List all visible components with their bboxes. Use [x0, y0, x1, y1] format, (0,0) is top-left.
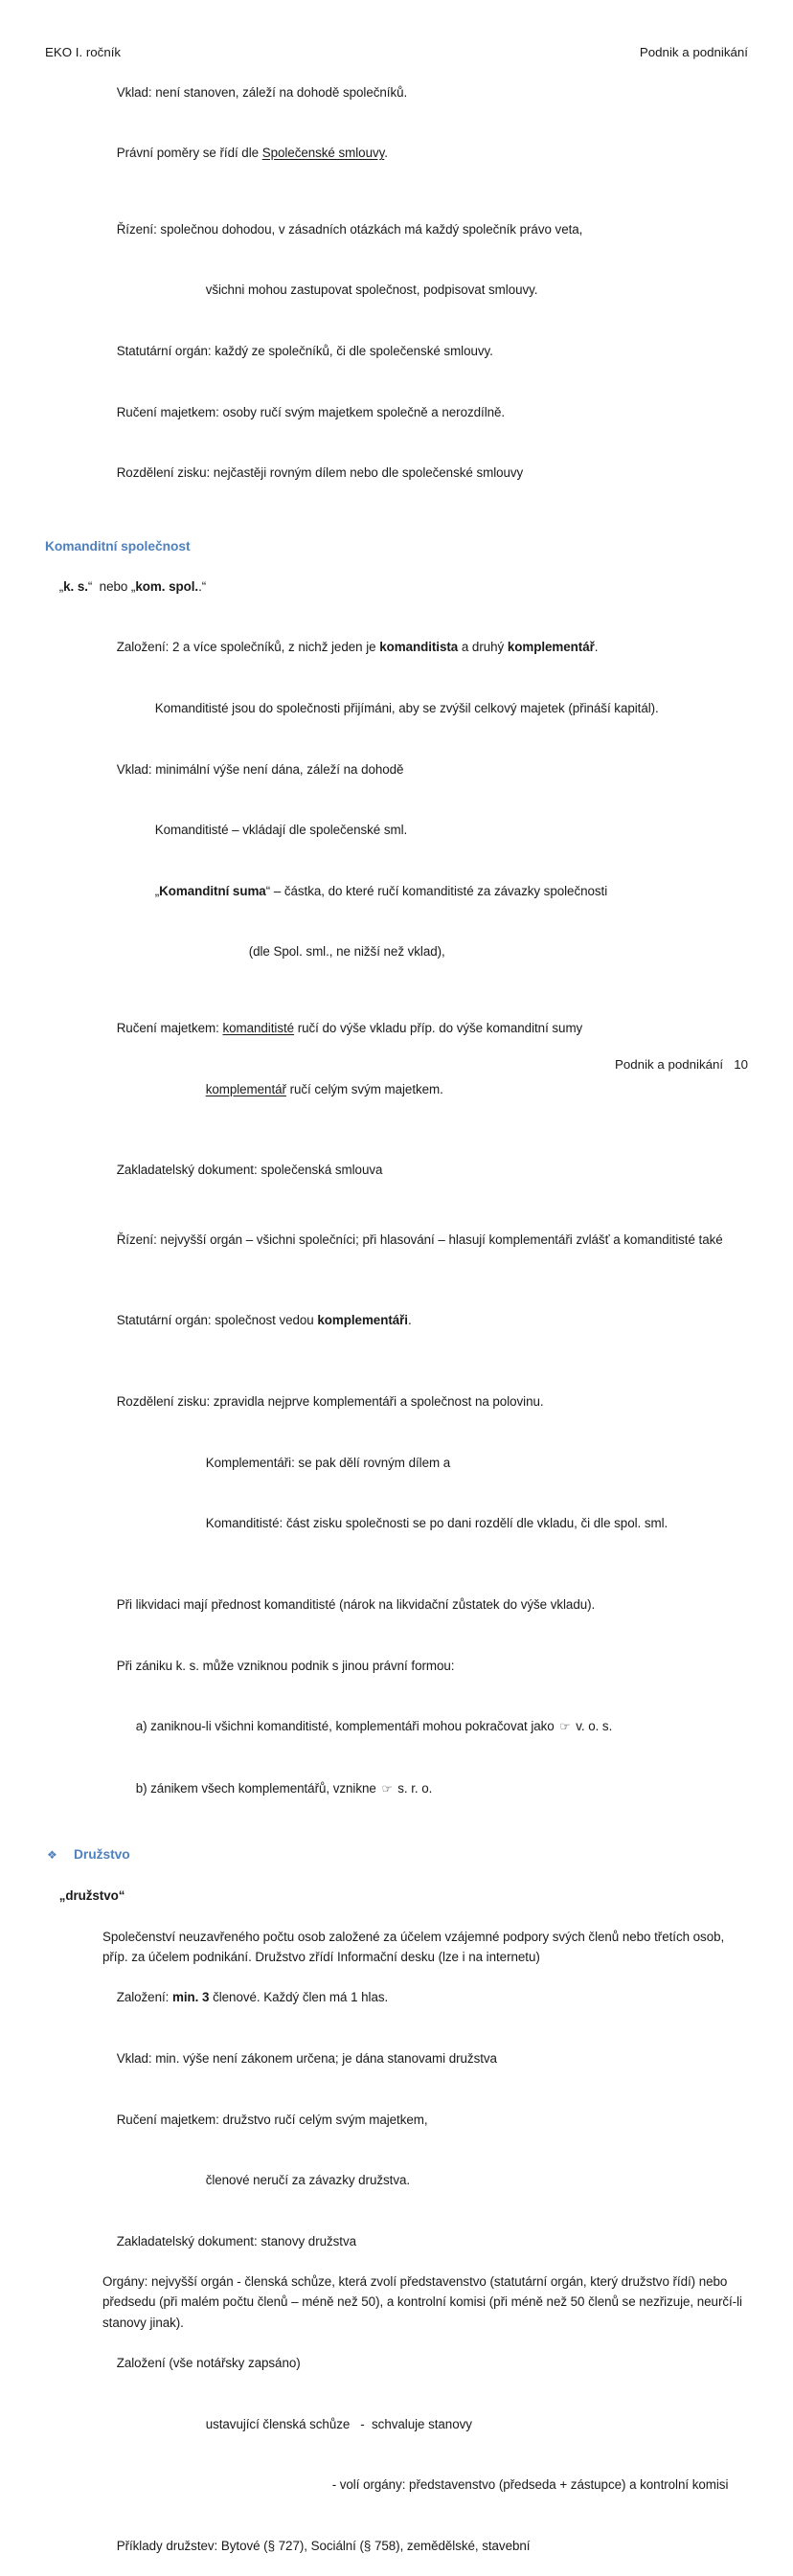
druzstvo-zalozeni-notar-text: Založení (vše notářsky zapsáno)	[116, 2356, 301, 2371]
quote-close: .“	[198, 578, 207, 594]
druzstvo-zalozeni-minimum: min. 3	[172, 1990, 210, 2005]
vos-pravni-pomery-suffix: .	[384, 146, 388, 161]
ks-likvidace-text: Při likvidaci mají přednost komanditisté (nárok na likvidační zůstatek do výše vkladu).	[116, 1596, 596, 1612]
page-footer	[600, 1043, 748, 1086]
ks-ruceni-komplementar-underlined: komplementář	[205, 1081, 286, 1096]
ks-ruceni-suffix: ručí do výše vkladu příp. do výše komanditní sumy	[294, 1021, 583, 1036]
spacer	[45, 983, 748, 998]
vos-ruceni-line	[102, 381, 748, 442]
ks-zalozeni-text-2: Komanditisté jsou do společnosti přijímáni, aby se zvýšil celkový majetek (přináší kapitál).	[154, 700, 659, 715]
spacer	[45, 1119, 748, 1140]
druzstvo-zalozeni-prefix: Založení:	[116, 1990, 172, 2005]
ks-rozdeleni-zisku-line-3	[192, 1493, 748, 1554]
ks-zalozeni-line-2	[141, 678, 748, 739]
druzstvo-priklady-text: Příklady družstev: Bytové (§ 727), Sociální (§ 758), zemědělské, stavební	[116, 2538, 531, 2553]
druzstvo-organy-paragraph	[102, 2271, 748, 2333]
ks-vklad-text: Vklad: minimální výše není dána, záleží na dohodě	[116, 761, 404, 777]
ks-zanik-option-b-prefix: b) zánikem všech komplementářů, vznikne	[135, 1780, 380, 1796]
ks-zanik-option-a-suffix: v. o. s.	[572, 1719, 613, 1734]
quote-open: „	[154, 883, 160, 898]
druzstvo-ustavujici-schuze-text: ustavující členská schůze - schvaluje stanovy	[205, 2416, 472, 2431]
ks-likvidace-line	[102, 1574, 748, 1636]
ks-rozdeleni-zisku-text-2: Komplementáři: se pak dělí rovným dílem a	[205, 1455, 451, 1470]
ks-zakladatelsky-dokument-text: Zakladatelský dokument: společenská smlouva	[116, 1163, 383, 1178]
ks-statutarni-organ-term: komplementáři	[317, 1313, 408, 1328]
druzstvo-voli-organy-text: - volí orgány: představenstvo (předseda + zástupce) a kontrolní komisi	[331, 2477, 729, 2493]
ks-ruceni-suffix-2: ručí celým svým majetkem.	[285, 1081, 443, 1096]
ks-zanik-line	[102, 1635, 748, 1696]
section-heading-label: Družstvo	[74, 1847, 130, 1863]
ks-term-komanditista: komanditista	[379, 640, 459, 655]
vos-statutarni-organ-line	[102, 321, 748, 382]
spacer	[45, 1201, 748, 1209]
vos-pravni-pomery-line	[102, 123, 748, 184]
vos-statutarni-organ-text: Statutární orgán: každý ze společníků, či dle společenské smlouvy.	[116, 343, 493, 358]
ks-zanik-option-a-prefix: a) zaniknou-li všichni komanditisté, komplementáři mohou pokračovat jako	[135, 1719, 558, 1734]
vos-rizeni-text-2: všichni mohou zastupovat společnost, podpisovat smlouvy.	[205, 282, 538, 298]
druzstvo-ruceni-text-2: členové neručí za závazky družstva.	[205, 2173, 411, 2188]
druzstvo-definition-paragraph	[102, 1927, 746, 1967]
druzstvo-abbrev-text: „družstvo“	[58, 1888, 125, 1904]
vos-rozdeleni-zisku-text: Rozdělení zisku: nejčastěji rovným dílem nebo dle společenské smlouvy	[116, 465, 524, 481]
spacer	[45, 184, 748, 199]
ks-term-komanditni-suma: Komanditní suma	[159, 883, 266, 898]
spacer	[45, 1554, 748, 1574]
spacer	[45, 504, 748, 536]
ks-komanditni-suma-line-2	[235, 921, 748, 983]
diamond-bullet-icon: ❖	[47, 1848, 57, 1863]
druzstvo-zalozeni-line	[102, 1967, 748, 2028]
ks-statutarni-organ-prefix: Statutární orgán: společnost vedou	[116, 1313, 318, 1328]
druzstvo-zalozeni-notar-line	[102, 2333, 748, 2394]
vos-rizeni-line-2	[192, 260, 748, 321]
druzstvo-zalozeni-suffix: členové. Každý člen má 1 hlas.	[209, 1990, 389, 2005]
ks-zalozeni-line	[102, 617, 748, 678]
vos-vklad-line	[102, 61, 748, 123]
ks-rozdeleni-zisku-text: Rozdělení zisku: zpravidla nejprve komplementáři a společnost na polovinu.	[116, 1394, 544, 1410]
druzstvo-ruceni-line	[102, 2089, 748, 2150]
ks-komanditni-suma-line	[141, 861, 748, 922]
ks-komanditni-suma-suffix: “ – částka, do které ručí komanditisté za závazky společnosti	[265, 883, 608, 898]
spacer	[45, 1270, 748, 1290]
druzstvo-ustavujici-schuze-line	[192, 2393, 748, 2454]
vos-spolecenska-smlouva-underlined: Společenské smlouvy	[261, 146, 385, 161]
ks-komanditni-suma-text-2: (dle Spol. sml., ne nižší než vklad),	[248, 944, 445, 960]
druzstvo-abbreviation-line	[45, 1865, 748, 1927]
quote-open: „	[58, 578, 64, 594]
ks-zalozeni-connector: a druhý	[458, 640, 508, 655]
footer-text: Podnik a podnikání 10	[615, 1057, 748, 1072]
vos-ruceni-text: Ručení majetkem: osoby ručí svým majetkem společně a nerozdílně.	[116, 404, 506, 419]
ks-ruceni-prefix: Ručení majetkem:	[116, 1021, 223, 1036]
ks-abbrev-secondary: kom. spol.	[135, 578, 199, 594]
ks-abbreviation-line	[45, 556, 748, 618]
running-header	[45, 46, 748, 58]
ks-zanik-text: Při zániku k. s. může vzniknou podnik s jinou právní formou:	[116, 1658, 455, 1673]
druzstvo-vklad-line	[102, 2028, 748, 2090]
ks-rozdeleni-zisku-line-2	[192, 1432, 748, 1493]
ks-zanik-option-b	[122, 1758, 748, 1820]
pointing-hand-icon: ☞	[559, 1720, 571, 1734]
section-heading-druzstvo	[45, 1844, 748, 1865]
druzstvo-priklady-line	[102, 2516, 748, 2576]
druzstvo-ruceni-text: Ručení majetkem: družstvo ručí celým svým majetkem,	[116, 2112, 428, 2127]
druzstvo-zakladatelsky-dokument-line	[102, 2211, 748, 2272]
ks-vklad-line-2	[141, 800, 748, 861]
druzstvo-voli-organy-line	[318, 2454, 748, 2516]
ks-ruceni-komanditiste-underlined: komanditisté	[222, 1021, 295, 1036]
ks-rozdeleni-zisku-text-3: Komanditisté: část zisku společnosti se po dani rozdělí dle vkladu, či dle spol. sml.	[205, 1516, 668, 1531]
spacer	[45, 1819, 748, 1844]
vos-rizeni-text: Řízení: společnou dohodou, v zásadních otázkách má každý společník právo veta,	[116, 221, 583, 237]
ks-zakladatelsky-dokument-line	[102, 1140, 748, 1201]
druzstvo-zakladatelsky-dokument-text: Zakladatelský dokument: stanovy družstva	[116, 2233, 356, 2248]
ks-zalozeni-prefix: Založení: 2 a více společníků, z nichž jeden je	[116, 640, 380, 655]
section-heading-label: Komanditní společnost	[45, 538, 191, 554]
druzstvo-definition-text: Společenství neuzavřeného počtu osob založené za účelem vzájemné podpory svých členů nebo třetích osob, příp. za účelem podnikání. Družstvo zřídí Informační desku (lze i na internetu)	[102, 1929, 725, 1964]
ks-statutarni-organ-line	[102, 1290, 748, 1351]
ks-term-komplementar: komplementář	[507, 640, 595, 655]
ks-abbrev-primary: k. s.	[63, 578, 88, 594]
section-heading-komanditni-spolecnost	[45, 536, 748, 556]
pointing-hand-icon: ☞	[381, 1781, 393, 1796]
ks-vklad-text-2: Komanditisté – vkládají dle společenské sml.	[154, 823, 408, 838]
ks-zalozeni-suffix: .	[594, 640, 599, 655]
ks-rozdeleni-zisku-line	[102, 1371, 748, 1433]
vos-rozdeleni-zisku-line	[102, 442, 748, 504]
ks-statutarni-organ-suffix: .	[407, 1313, 412, 1328]
header-topic-label: Podnik a podnikání	[639, 45, 748, 59]
ks-zanik-option-a	[122, 1696, 748, 1758]
ks-zanik-option-b-suffix: s. r. o.	[394, 1780, 433, 1796]
ks-vklad-line	[102, 738, 748, 800]
druzstvo-organy-text: Orgány: nejvyšší orgán - členská schůze, která zvolí představenstvo (statutární orgán, který družstvo řídí) nebo předsedu (při malém počtu členů – méně než 50), a kontrolní komisi (při méně než 50 členů se nezřizuje, neurčí-li stanovy jinak).	[102, 2274, 742, 2330]
druzstvo-vklad-text: Vklad: min. výše není zákonem určena; je dána stanovami družstva	[116, 2050, 497, 2066]
spacer	[45, 1351, 748, 1371]
ks-abbrev-connector: “ nebo „	[87, 578, 136, 594]
vos-vklad-text: Vklad: není stanoven, záleží na dohodě společníků.	[116, 84, 408, 100]
vos-rizeni-line	[102, 199, 748, 260]
druzstvo-ruceni-line-2	[192, 2150, 748, 2211]
vos-pravni-pomery-prefix: Právní poměry se řídí dle	[116, 146, 262, 161]
ks-rizeni-line	[102, 1209, 748, 1271]
header-course-label: EKO I. ročník	[45, 45, 122, 59]
ks-rizeni-text: Řízení: nejvyšší orgán – všichni společníci; při hlasování – hlasují komplementáři zvlášť a komanditisté také	[116, 1232, 723, 1247]
